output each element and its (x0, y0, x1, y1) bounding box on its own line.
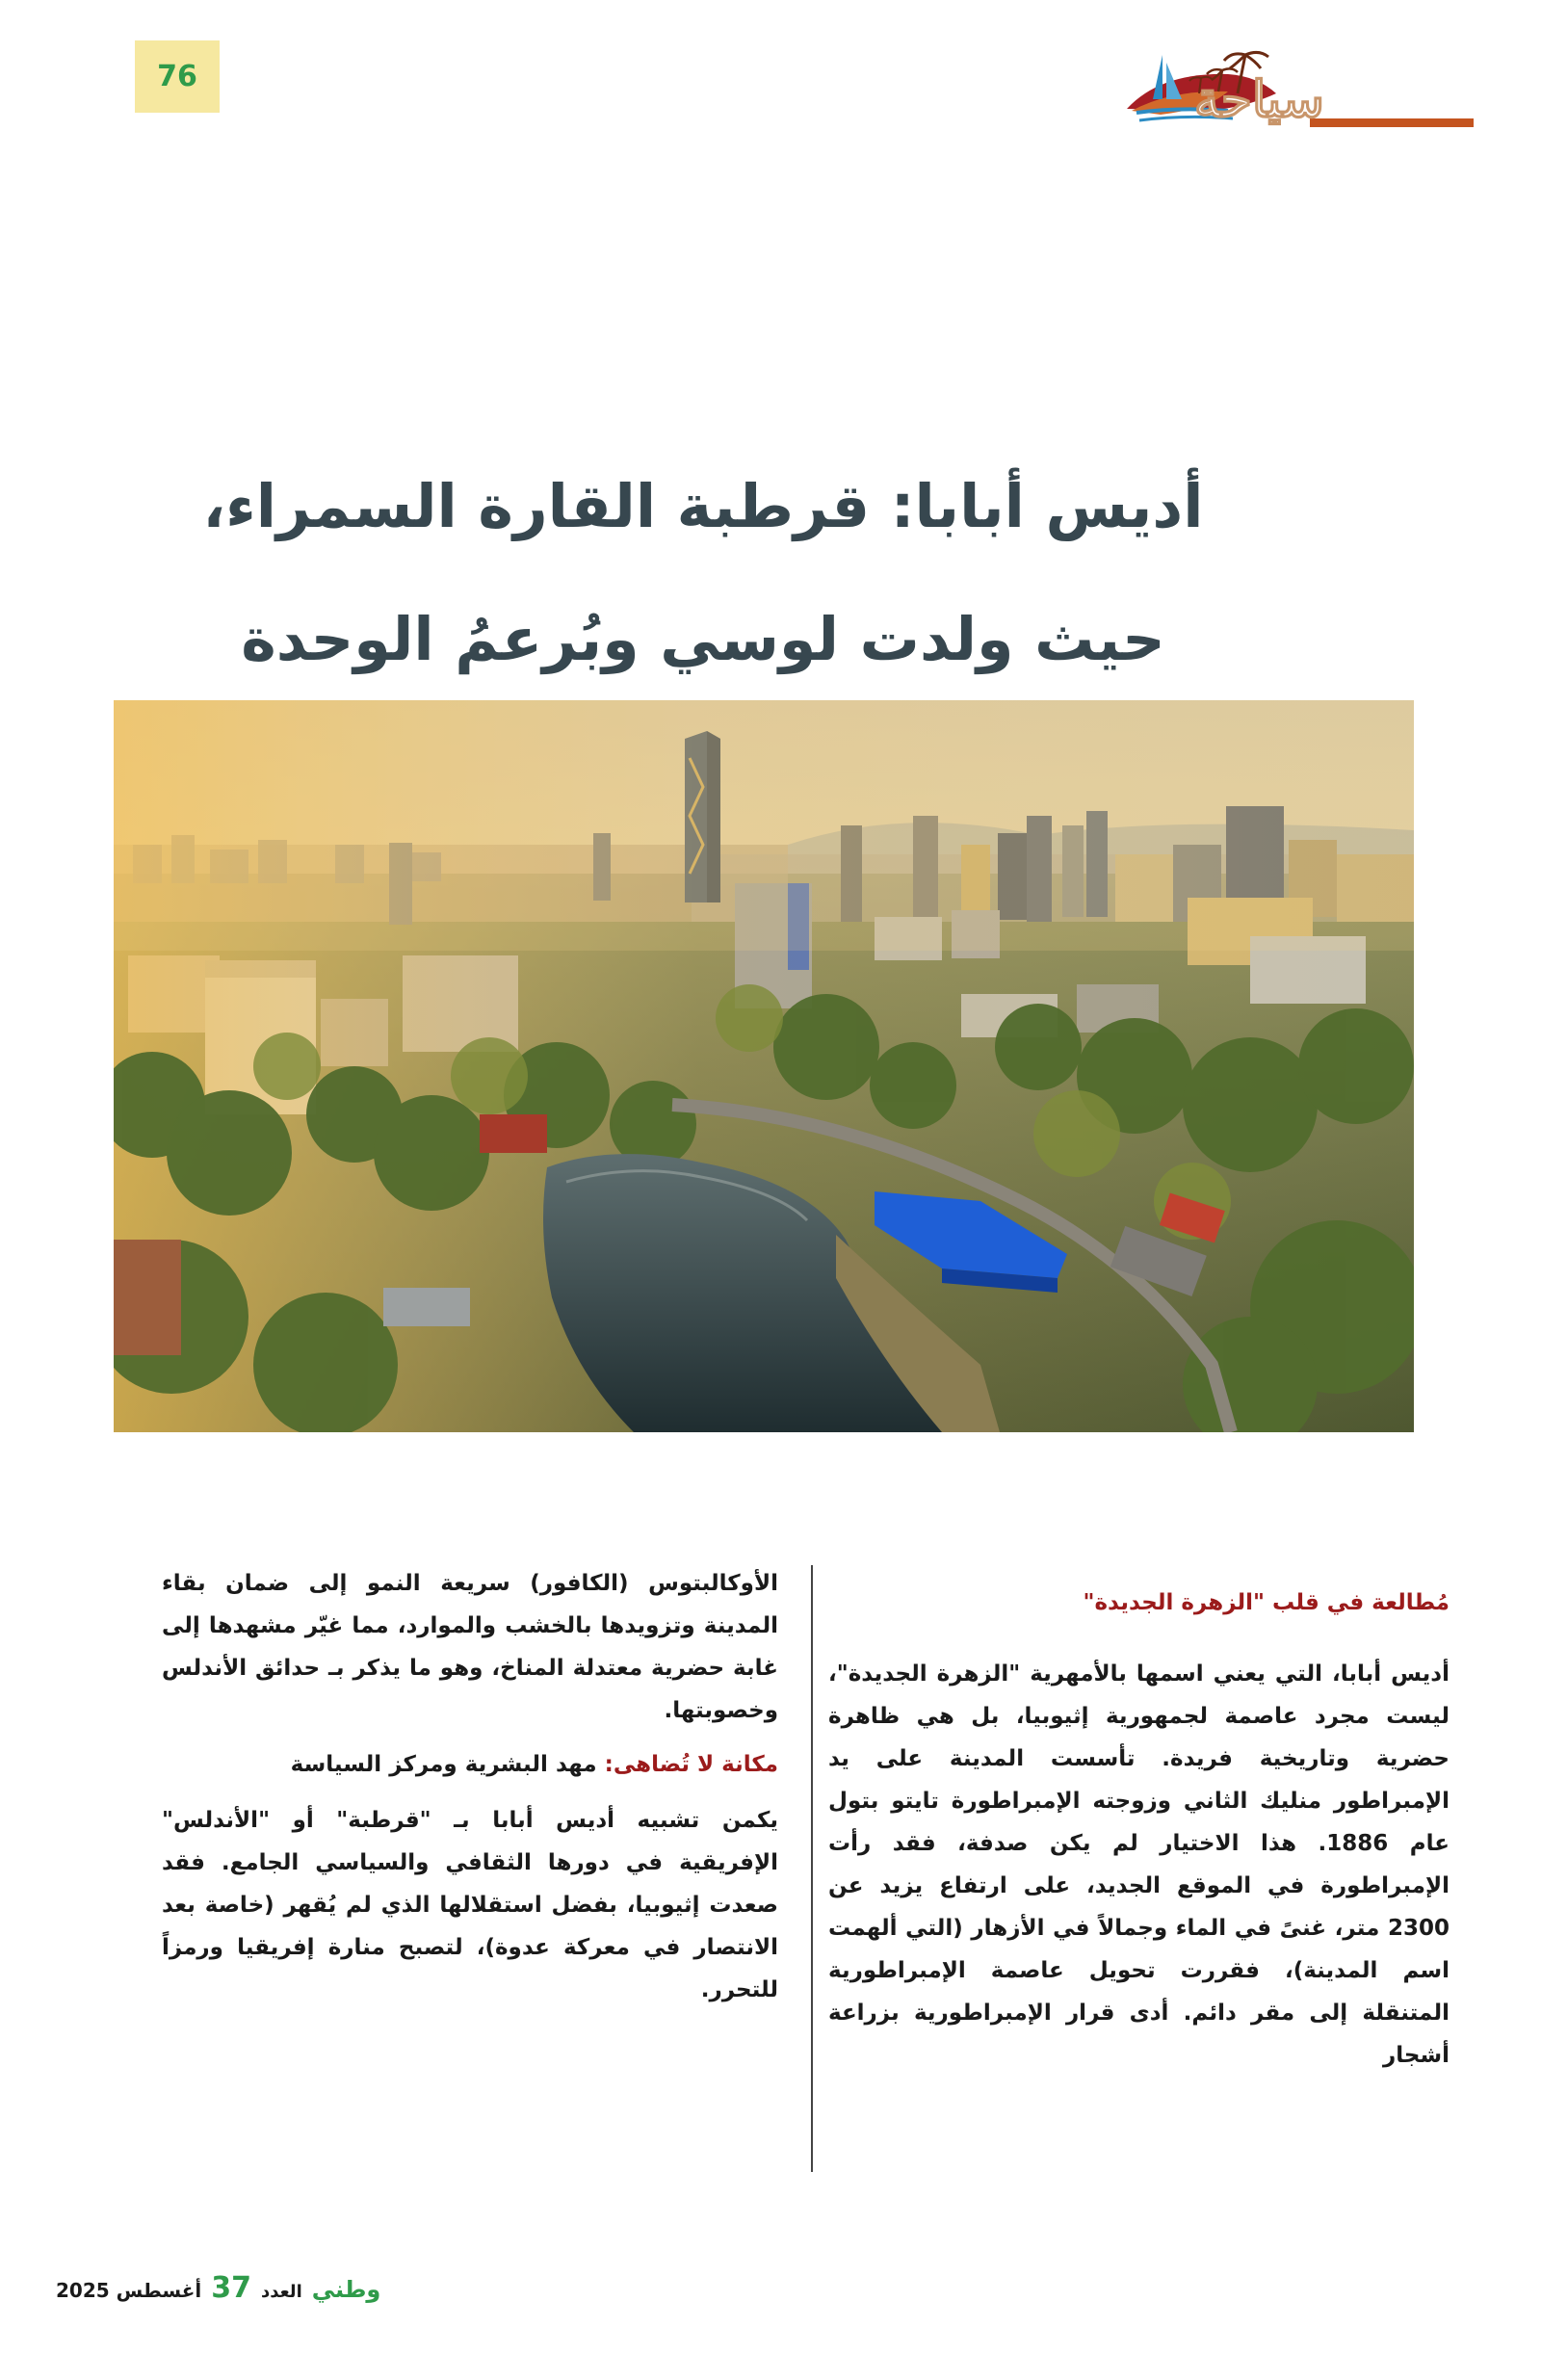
article-column-left (162, 1562, 778, 2011)
article-paragraph-1: أديس أبابا، التي يعني اسمها بالأمهرية "الزهرة الجديدة"، ليست مجرد عاصمة لجمهورية إثيوبيا، بل هي ظاهرة حضرية وتاريخية فريدة. تأسست المدينة على يد الإمبراطور منليك الثاني وزوجته الإمبراطورة تايتو بتول عام 1886. هذا الاختيار لم يكن صدفة، فقد رأت الإمبراطورة في الموقع الجديد، على ارتفاع يزيد عن 2300 متر، غنىً في الماء وجمالاً في الأزهار (التي ألهمت اسم المدينة)، فقررت تحويل عاصمة الإمبراطورية المتنقلة إلى مقر دائم. أدى قرار الإمبراطورية بزراعة أشجار (828, 1661, 1450, 2068)
page-title-line-2: حيث ولدت لوسي وبُرعمُ الوحدة (241, 603, 1165, 674)
page-footer (56, 2271, 380, 2305)
page-title (135, 440, 1271, 706)
page-title-line-1: أديس أبابا: قرطبة القارة السمراء، (202, 470, 1204, 541)
issue-date: أغسطس 2025 (56, 2279, 202, 2302)
section-heading-new-flower: مُطالعة في قلب "الزهرة الجديدة" (1083, 1590, 1450, 1615)
article-paragraph-3: يكمن تشبيه أديس أبابا بـ "قرطبة" أو "الأندلس" الإفريقية في دورها الثقافي والسياسي الجامع. فقد صعدت إثيوبيا، بفضل استقلالها الذي لم يُقهر (خاصة بعد الانتصار في معركة عدوة)، لتصبح منارة إفريقيا ورمزاً للتحرر. (162, 1808, 778, 2002)
magazine-name: وطني (311, 2276, 381, 2303)
column-divider (811, 1565, 813, 2172)
issue-label: العدد (261, 2282, 302, 2302)
section-logo-text: سياحة (1193, 70, 1324, 129)
section-heading-red-part: مكانة لا تُضاهى: (604, 1752, 778, 1777)
city-skyline-photo (114, 700, 1414, 1432)
page-number: 76 (157, 60, 197, 93)
issue-number: 37 (211, 2271, 252, 2305)
section-heading-rest: مهد البشرية ومركز السياسة (290, 1752, 605, 1777)
article-column-right (828, 1582, 1450, 2077)
addis-ababa-aerial-image (114, 700, 1414, 1432)
section-heading-cradle-of-humanity (162, 1743, 778, 1786)
page-number-box (135, 40, 220, 113)
section-logo (939, 34, 1488, 140)
article-paragraph-2: الأوكالبتوس (الكافور) سريعة النمو إلى ضمان بقاء المدينة وتزويدها بالخشب والموارد، مما غيّر مشهدها إلى غابة حضرية معتدلة المناخ، وهو ما يذكر بـ حدائق الأندلس وخصوبتها. (162, 1571, 778, 1723)
